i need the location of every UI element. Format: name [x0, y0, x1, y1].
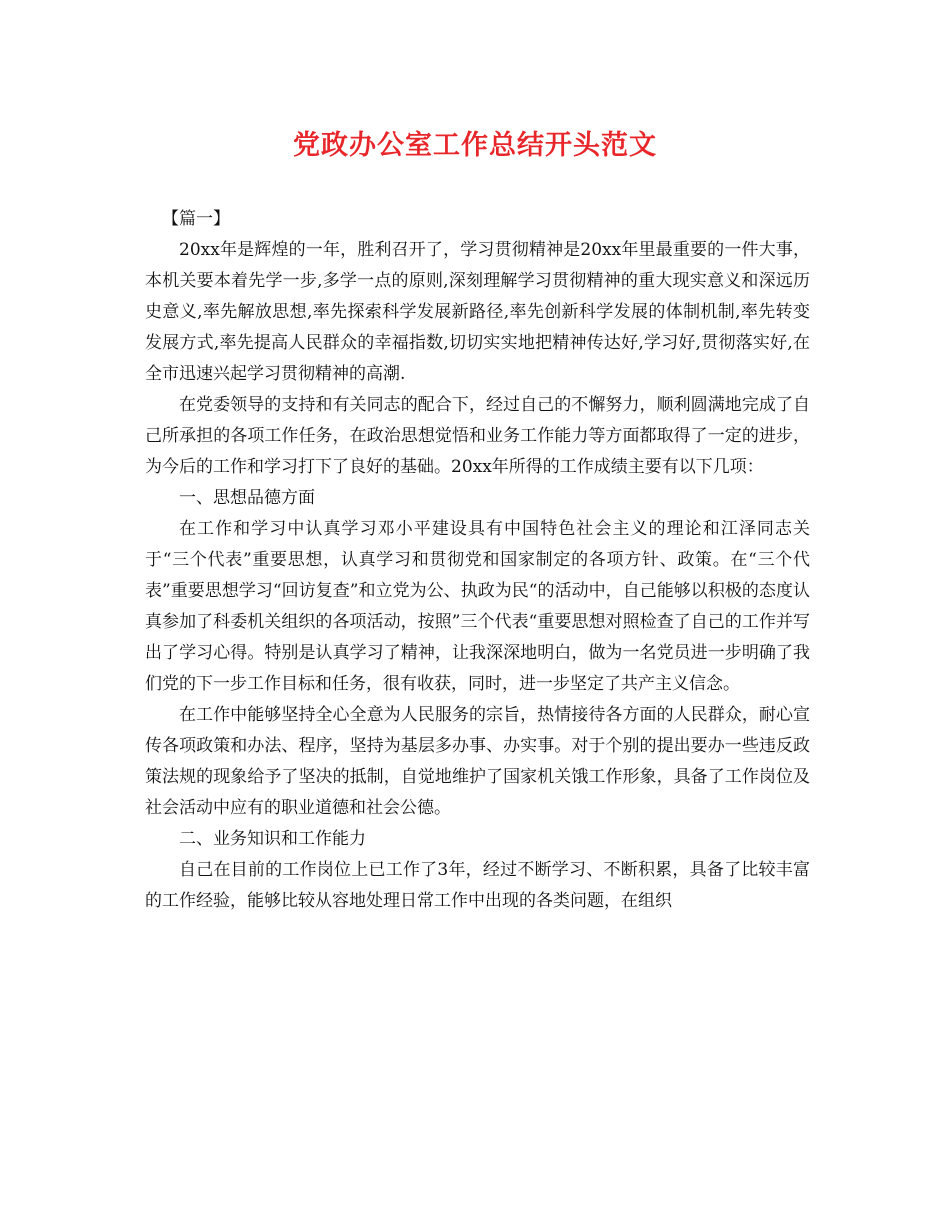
section-heading: 一、思想品德方面 [179, 488, 315, 508]
paragraph: 20xx年是辉煌的一年，胜利召开了，学习贯彻精神是20xx年里最重要的一件大事，本机关要本着先学一步,多学一点的原则,深刻理解学习贯彻精神的重大现实意义和深远历史意义,率先解放思想,率先探索科学发展新路径,率先创新科学发展的体制机制,率先转变发展方式,率先提高人民群众的幸福指数,切切实实地把精神传达好,学习好,贯彻落实好,在全市迅速兴起学习贯彻精神的高潮. [145, 240, 810, 384]
document-title: 党政办公室工作总结开头范文 [293, 130, 657, 161]
paragraph: 在党委领导的支持和有关同志的配合下，经过自己的不懈努力，顺利圆满地完成了自己所承担的各项工作任务，在政治思想觉悟和业务工作能力等方面都取得了一定的进步，为今后的工作和学习打下了良好的基础。20xx年所得的工作成绩主要有以下几项： [145, 395, 810, 477]
section-heading: 二、业务知识和工作能力 [179, 829, 366, 849]
section-label: 【篇一】 [162, 209, 230, 229]
document-body [145, 204, 810, 917]
paragraph: 在工作中能够坚持全心全意为人民服务的宗旨，热情接待各方面的人民群众，耐心宣传各项政策和办法、程序，坚持为基层多办事、办实事。对于个别的提出要办一些违反政策法规的现象给予了坚决的抵制，自觉地维护了国家机关饿工作形象，具备了工作岗位及社会活动中应有的职业道德和社会公德。 [145, 705, 810, 818]
paragraph: 自己在目前的工作岗位上已工作了3年，经过不断学习、不断积累，具备了比较丰富的工作经验，能够比较从容地处理日常工作中出现的各类问题，在组织 [145, 860, 810, 911]
paragraph: 在工作和学习中认真学习邓小平建设具有中国特色社会主义的理论和江泽同志关于“三个代表”重要思想，认真学习和贯彻党和国家制定的各项方针、政策。在“三个代表”重要思想学习“回访复查”和立党为公、执政为民“的活动中，自己能够以积极的态度认真参加了科委机关组织的各项活动，按照”三个代表“重要思想对照检查了自己的工作并写出了学习心得。特别是认真学习了精神，让我深深地明白，做为一名党员进一步明确了我们党的下一步工作目标和任务，很有收获，同时，进一步坚定了共产主义信念。 [145, 519, 810, 694]
